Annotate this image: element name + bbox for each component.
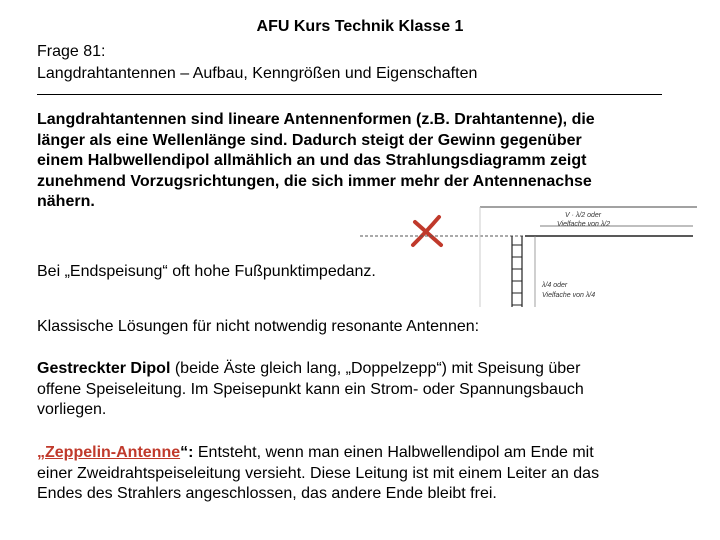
endspeisung-note: Bei „Endspeisung“ oft hohe Fußpunktimpedanz.: [37, 263, 376, 280]
gestreckter-line1: (beide Äste gleich lang, „Doppelzepp“) mit Speisung über: [170, 360, 581, 377]
gestreckter-dipol-term: Gestreckter Dipol: [37, 360, 171, 377]
divider: [37, 94, 662, 95]
zeppelin-line2: einer Zweidrahtspeiseleitung versieht. Diese Leitung ist mit einem Leiter an das: [37, 464, 600, 482]
question-number: Frage 81:: [37, 43, 106, 60]
zeppelin-line1: Entsteht, wenn man einen Halbwellendipol am Ende mit: [193, 444, 594, 461]
intro-line: zunehmend Vorzugsrichtungen, die sich immer mehr der Antennenachse: [37, 172, 592, 190]
zeppelin-quote-close: “: [180, 444, 189, 461]
intro-line: Langdrahtantennen sind lineare Antennenformen (z.B. Drahtantenne), die: [37, 111, 595, 128]
label-bottom-2: Vielfache von λ/4: [542, 292, 596, 299]
intro-line: nähern.: [37, 193, 95, 210]
cross-mark-icon: [413, 217, 441, 245]
gestreckter-line2: offene Speiseleitung. Im Speisepunkt kann ein Strom- oder Spannungsbauch: [37, 380, 584, 398]
intro-line: einem Halbwellendipol allmählich an und das Strahlungsdiagramm zeigt: [37, 152, 587, 169]
zeppelin-line3: Endes des Strahlers angeschlossen, das andere Ende bleibt frei.: [37, 485, 497, 502]
zeppelin-term: Zeppelin-Antenne: [45, 444, 181, 461]
zeppelin-paragraph: [37, 443, 677, 505]
label-bottom-1: λ/4 oder: [542, 282, 568, 289]
label-top-1: V · λ/2 oder: [565, 212, 602, 219]
intro-line: länger als eine Wellenlänge sind. Dadurch steigt der Gewinn gegenüber: [37, 131, 582, 149]
zeppelin-quote-open: „: [37, 444, 45, 461]
zeppelin-colon: :: [188, 444, 194, 461]
question-topic: Langdrahtantennen – Aufbau, Kenngrößen und Eigenschaften: [37, 65, 478, 82]
gestreckter-dipol-paragraph: [37, 359, 677, 421]
antenna-diagram: [355, 195, 705, 313]
label-top-2: Vielfache von λ/2: [557, 221, 611, 228]
page-title: AFU Kurs Technik Klasse 1: [256, 18, 464, 35]
gestreckter-line3: vorliegen.: [37, 401, 107, 418]
klassische-heading: Klassische Lösungen für nicht notwendig resonante Antennen:: [37, 318, 480, 335]
